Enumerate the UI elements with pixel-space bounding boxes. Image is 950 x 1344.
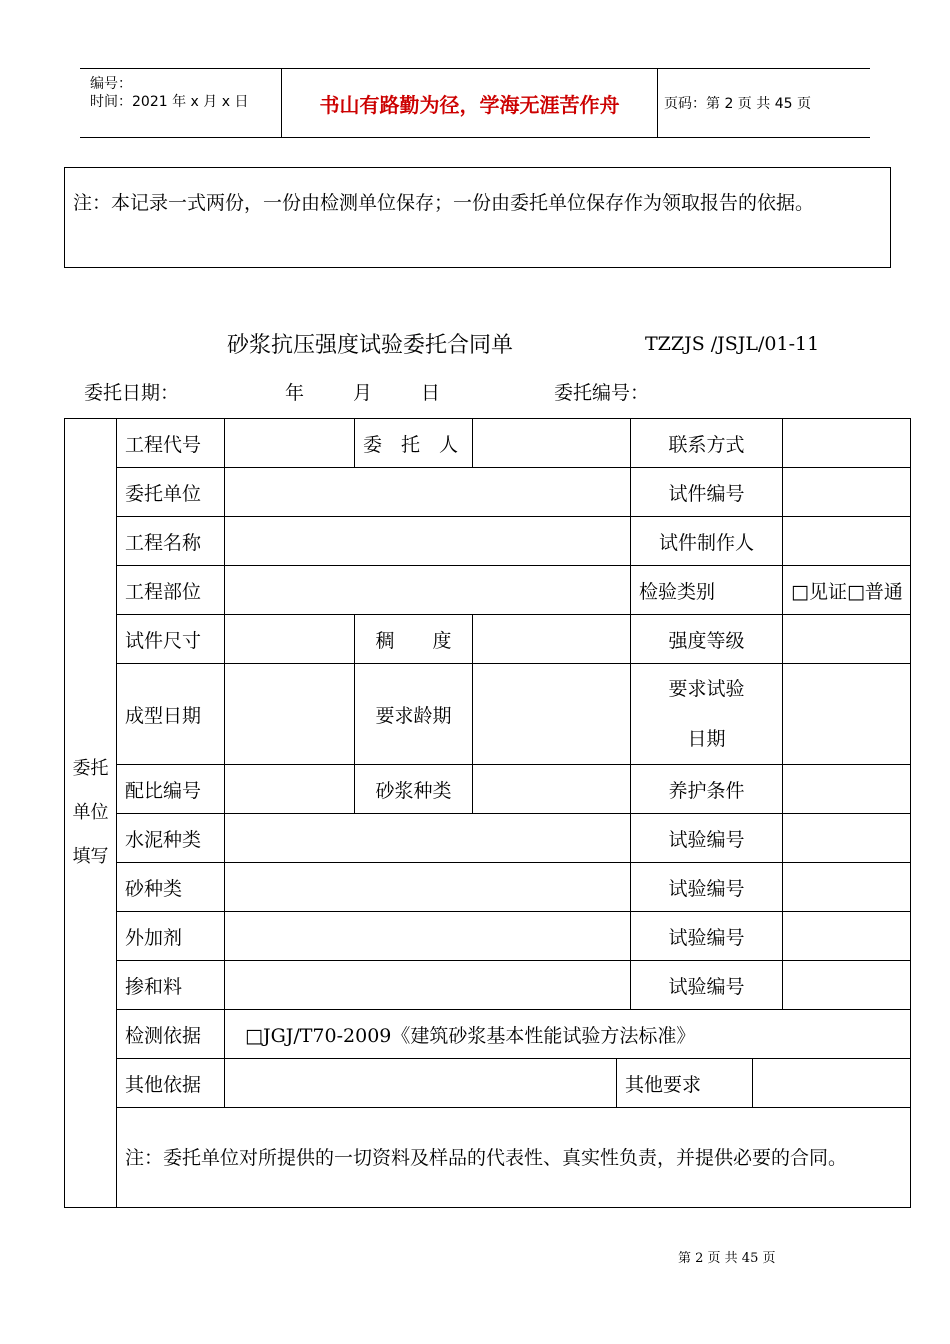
- label-admixture: 外加剂: [117, 912, 225, 961]
- field-required-test-date[interactable]: [783, 664, 911, 765]
- label-sand-type: 砂种类: [117, 863, 225, 912]
- field-client[interactable]: [473, 419, 631, 468]
- label-cement-type: 水泥种类: [117, 814, 225, 863]
- date-row: [84, 378, 904, 410]
- field-addition[interactable]: [225, 961, 631, 1010]
- required-test-date-text: 要求试验日期: [668, 678, 745, 750]
- field-project-code[interactable]: [225, 419, 355, 468]
- label-mix-no: 配比编号: [117, 765, 225, 814]
- field-contact[interactable]: [783, 419, 911, 468]
- form-code: TZZJS /JSJL/01-11: [645, 333, 820, 355]
- header-motto-cell: [282, 69, 658, 137]
- motto-text: 书山有路勤为径，学海无涯苦作舟: [319, 92, 620, 117]
- field-client-unit[interactable]: [225, 468, 631, 517]
- header-meta: [80, 69, 282, 137]
- field-forming-date[interactable]: [225, 664, 355, 765]
- field-consistency[interactable]: [473, 615, 631, 664]
- field-mortar-type[interactable]: [473, 765, 631, 814]
- label-required-test-date: [631, 664, 783, 765]
- side-label: 委托单位填写: [65, 419, 117, 1208]
- day-label: 日: [421, 382, 441, 404]
- header-page-cell: [658, 69, 870, 137]
- label-forming-date: 成型日期: [117, 664, 225, 765]
- field-cement-type[interactable]: [225, 814, 631, 863]
- label-curing: 养护条件: [631, 765, 783, 814]
- label-mortar-type: 砂浆种类: [355, 765, 473, 814]
- label-test-no-4: 试验编号: [631, 961, 783, 1010]
- field-project-part[interactable]: [225, 566, 631, 615]
- label-project-part: 工程部位: [117, 566, 225, 615]
- field-project-name[interactable]: [225, 517, 631, 566]
- label-test-no-1: 试验编号: [631, 814, 783, 863]
- label-test-no-2: 试验编号: [631, 863, 783, 912]
- field-test-no-1[interactable]: [783, 814, 911, 863]
- inspection-options[interactable]: □见证□普通: [783, 566, 911, 615]
- field-other-req[interactable]: [753, 1059, 911, 1108]
- field-test-no-2[interactable]: [783, 863, 911, 912]
- label-required-age: 要求龄期: [355, 664, 473, 765]
- label-other-req: 其他要求: [617, 1059, 753, 1108]
- top-note: 注：本记录一式两份，一份由检测单位保存；一份由委托单位保存作为领取报告的依据。: [64, 167, 891, 268]
- label-client-unit: 委托单位: [117, 468, 225, 517]
- field-curing[interactable]: [783, 765, 911, 814]
- label-other-basis: 其他依据: [117, 1059, 225, 1108]
- number-label: 委托编号：: [554, 382, 650, 404]
- label-specimen-maker: 试件制作人: [631, 517, 783, 566]
- field-specimen-maker[interactable]: [783, 517, 911, 566]
- page-info: 页码：第 2 页 共 45 页: [664, 96, 811, 112]
- label-test-no-3: 试验编号: [631, 912, 783, 961]
- field-mix-no[interactable]: [225, 765, 355, 814]
- commission-table: [64, 418, 911, 1208]
- year-label: 年: [285, 382, 305, 404]
- time-label: 时间：2021 年 x 月 x 日: [90, 94, 249, 110]
- label-contact: 联系方式: [631, 419, 783, 468]
- field-specimen-size[interactable]: [225, 615, 355, 664]
- field-test-no-3[interactable]: [783, 912, 911, 961]
- label-basis: 检测依据: [117, 1010, 225, 1059]
- label-strength-grade: 强度等级: [631, 615, 783, 664]
- date-label: 委托日期：: [84, 382, 180, 404]
- label-project-code: 工程代号: [117, 419, 225, 468]
- field-specimen-no[interactable]: [783, 468, 911, 517]
- label-specimen-size: 试件尺寸: [117, 615, 225, 664]
- field-sand-type[interactable]: [225, 863, 631, 912]
- month-label: 月: [353, 382, 373, 404]
- label-project-name: 工程名称: [117, 517, 225, 566]
- field-strength-grade[interactable]: [783, 615, 911, 664]
- page-header: [80, 68, 870, 138]
- label-addition: 掺和料: [117, 961, 225, 1010]
- bottom-note: 注：委托单位对所提供的一切资料及样品的代表性、真实性负责，并提供必要的合同。: [117, 1108, 911, 1208]
- page-footer: 第 2 页 共 45 页: [678, 1251, 776, 1266]
- serial-label: 编号：: [90, 76, 132, 92]
- label-inspection-type: 检验类别: [631, 566, 783, 615]
- form-title: 砂浆抗压强度试验委托合同单: [227, 333, 514, 358]
- field-test-no-4[interactable]: [783, 961, 911, 1010]
- label-consistency: 稠 度: [355, 615, 473, 664]
- field-required-age[interactable]: [473, 664, 631, 765]
- label-specimen-no: 试件编号: [631, 468, 783, 517]
- field-admixture[interactable]: [225, 912, 631, 961]
- basis-value[interactable]: □JGJ/T70-2009《建筑砂浆基本性能试验方法标准》: [225, 1010, 911, 1059]
- field-other-basis[interactable]: [225, 1059, 617, 1108]
- label-client: 委 托 人: [355, 419, 473, 468]
